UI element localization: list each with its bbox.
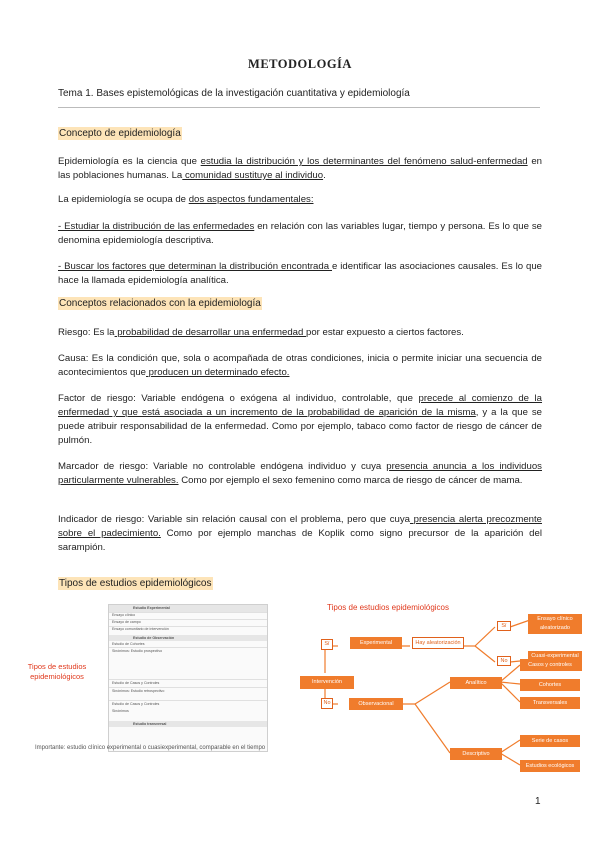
node-ensayo-aleatorizado: Ensayo clínico aleatorizado <box>528 614 582 634</box>
figure-left-label: Tipos de estudios epidemiológicos <box>27 662 87 681</box>
node-estudios-ecologicos: Estudios ecológicos <box>520 760 580 772</box>
study-types-table <box>108 604 268 752</box>
table-cell: Estudio de Casos y Controles <box>112 681 160 685</box>
node-si: Sí <box>321 639 333 650</box>
figure-right-title: Tipos de estudios epidemiológicos <box>327 603 449 612</box>
paragraph-indicador: Indicador de riesgo: Variable sin relación causal con el problema, pero que cuya presencia alerta precozmente sobre el padecimiento. Como por ejemplo manchas de Koplik como signo precursor de la aparición del sarampión. <box>58 514 542 553</box>
node-observacional: Observacional <box>349 698 403 710</box>
node-si-2: Sí <box>497 621 511 631</box>
subtitle: Tema 1. Bases epistemológicas de la investigación cuantitativa y epidemiología <box>58 88 410 99</box>
node-aleatorizacion: Hay aleatorización <box>412 637 464 649</box>
node-transversales: Transversales <box>520 697 580 709</box>
node-cohortes: Cohortes <box>520 679 580 691</box>
table-cell: Sinónimos <box>112 709 129 713</box>
table-cell: Estudio Experimental <box>133 606 170 610</box>
table-cell: Sinónimos: Estudio prospectivo <box>112 649 163 653</box>
node-casos-controles: Casos y controles <box>520 659 580 671</box>
paragraph-causa: Causa: Es la condición que, sola o acompañada de otras condiciones, inicia o permite iniciar una secuencia de acontecimientos que producen un determinado efecto. <box>58 353 542 378</box>
table-cell: Ensayo clínico <box>112 613 136 617</box>
paragraph-marcador: Marcador de riesgo: Variable no controlable endógena individuo y cuya presencia anuncia a los individuos particularmente vulnerables. Como por ejemplo el sexo femenino como marca de riesgo de cáncer de mama. <box>58 461 542 486</box>
section-heading-relacionados: Conceptos relacionados con la epidemiología <box>59 298 261 309</box>
section-heading-concepto: Concepto de epidemiología <box>59 128 181 139</box>
paragraph-riesgo: Riesgo: Es la probabilidad de desarrollar una enfermedad por estar expuesto a ciertos factores. <box>58 327 464 338</box>
node-no: No <box>321 698 333 709</box>
table-cell: Estudio transversal <box>133 722 167 726</box>
paragraph-aspectos: La epidemiología se ocupa de dos aspectos fundamentales: <box>58 194 314 205</box>
paragraph-descriptiva: - Estudiar la distribución de las enfermedades en relación con las variables lugar, tiempo y persona. Es lo que se denomina epidemiología descriptiva. <box>58 221 542 246</box>
node-analitico: Analítico <box>450 677 502 689</box>
table-cell: Ensayo de campo <box>112 620 141 624</box>
table-cell: Estudio de Cohortes <box>112 642 145 646</box>
section-heading-tipos: Tipos de estudios epidemiológicos <box>59 578 212 589</box>
paragraph-analitica: - Buscar los factores que determinan la distribución encontrada e identificar las asociaciones causales. Es lo que hace la llamada epidemiología analítica. <box>58 261 542 286</box>
node-experimental: Experimental <box>350 637 402 649</box>
page-title: METODOLOGÍA <box>248 57 352 71</box>
node-descriptivo: Descriptivo <box>450 748 502 760</box>
page-number: 1 <box>535 796 541 807</box>
table-cell: Estudio de Observación <box>133 636 175 640</box>
figure-footnote: Importante: estudio clínico experimental o cuasiexperimental, comparable en el tiempo <box>35 745 266 751</box>
node-cuasi-experimental: Cuasi-experimental <box>528 651 582 671</box>
node-no-2: No <box>497 656 511 666</box>
table-cell: Estudio de Casos y Controles <box>112 702 160 706</box>
paragraph-definicion: Epidemiología es la ciencia que estudia la distribución y los determinantes del fenómeno salud-enfermedad en las poblaciones humanas. La comunidad sustituye al individuo. <box>58 156 542 181</box>
table-cell: Sinónimos: Estudio retrospectivo <box>112 689 165 693</box>
node-intervencion: Intervención <box>300 676 354 689</box>
table-cell: Ensayo comunitario de intervención <box>112 627 169 631</box>
paragraph-factor-riesgo: Factor de riesgo: Variable endógena o exógena al individuo, controlable, que precede al comienzo de la enfermedad y que está asociada a un incremento de la probabilidad de aparición de la misma, y a la que se puede atribuir responsabilidad de la enfermedad. Como por ejemplo, tabaco como factor de riesgo de cáncer de pulmón. <box>58 393 543 446</box>
node-serie-casos: Serie de casos <box>520 735 580 747</box>
divider <box>58 107 540 108</box>
